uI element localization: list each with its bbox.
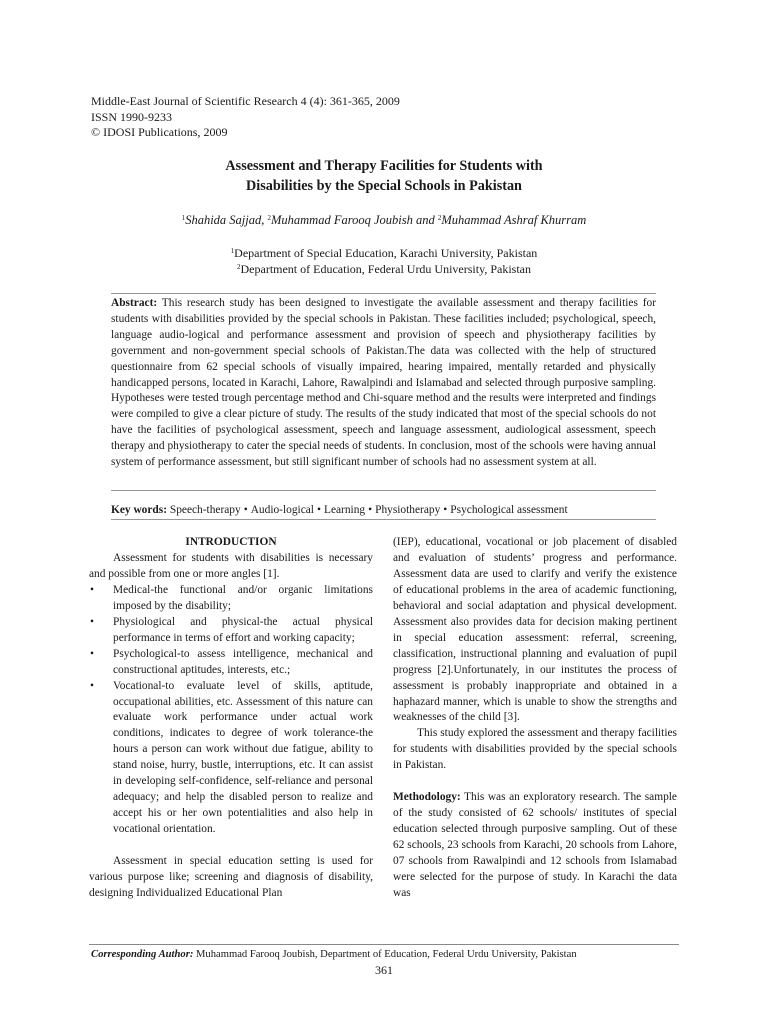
list-item: • Medical-the functional and/or organic limitations imposed by the disability; — [90, 583, 373, 612]
affiliation: $^2$Department of Education, Federal Urdu University, Pakistan — [237, 261, 531, 276]
list-item: • Physiological and physical-the actual physical performance in terms of effort and working capacity; — [90, 615, 373, 644]
page-number: 361 — [375, 963, 393, 977]
list-item: • Vocational-to evaluate level of skills, aptitude, occupational abilities, etc. Assessment of this nature can evaluate work performance under actual work conditions, indicates to degree of work tolerance-the hours a person can work without due fatigue, ability to stand noise, hurry, bustle, interruptions, etc. It can assist in developing self-confidence, self-reliance and personal adequacy; and help the disabled person to realize and accept his or her own potentialities and also help in vocational orientation. — [90, 679, 373, 836]
body-paragraph: Assessment for students with disabilities is necessary and possible from one or more angles [1]. — [89, 551, 373, 580]
keyword: Psychological assessment — [450, 504, 568, 516]
keyword-separator: • — [243, 504, 248, 516]
journal-publisher: © IDOSI Publications, 2009 — [91, 125, 228, 139]
methodology-text: This was an exploratory research. The sample of the study consisted of 62 schools/ institutes of special education selected through purposive sampling. Out of these 62 schools, 23 schools from Karachi, 20 schools from Lahore, 07 schools from Rawalpindi and 12 schools from Islamabad were selected for the purpose of study. In Karachi the data was — [393, 791, 677, 900]
corresponding-author-text: Muhammad Farooq Joubish, Department of Education, Federal Urdu University, Pakistan — [196, 949, 577, 960]
bullet-list — [89, 583, 373, 838]
keywords — [111, 503, 656, 518]
author-list — [100, 212, 668, 228]
bullet-icon: • — [90, 679, 94, 692]
author: $^2$Muhammad Farooq Joubish and — [267, 213, 435, 227]
body-paragraph: Assessment in special education setting is used for various purpose like; screening and diagnosis of disability, designing Individualized Educational Plan — [89, 855, 373, 900]
keywords-label: Key words: — [111, 504, 167, 516]
keyword: Physiotherapy — [375, 504, 441, 516]
keyword-separator: • — [368, 504, 373, 516]
bullet-icon: • — [90, 647, 94, 660]
section-heading-introduction: INTRODUCTION — [185, 536, 277, 548]
bullet-icon: • — [90, 583, 94, 596]
corresponding-author-label: Corresponding Author: — [91, 949, 194, 960]
abstract-bottom-rule — [111, 490, 656, 491]
keyword: Audio-logical — [250, 504, 314, 516]
affiliation: $^1$Department of Special Education, Karachi University, Pakistan — [230, 246, 538, 260]
keyword: Speech-therapy — [169, 504, 241, 516]
abstract — [111, 296, 656, 471]
author: $^1$Shahida Sajjad, — [181, 213, 265, 227]
bullet-icon: • — [90, 615, 94, 628]
keyword-separator: • — [443, 504, 448, 516]
corresponding-author — [91, 948, 577, 962]
footnote-rule — [89, 944, 679, 945]
abstract-label: Abstract: — [111, 297, 158, 309]
keyword: Learning — [323, 504, 366, 516]
paper-title — [100, 157, 668, 196]
abstract-top-rule — [111, 293, 656, 294]
author: $^2$Muhammad Ashraf Khurram — [437, 213, 587, 227]
left-column — [89, 535, 373, 902]
title-line-2: Disabilities by the Special Schools in Pakistan — [246, 177, 522, 194]
journal-citation: Middle-East Journal of Scientific Research 4 (4): 361-365, 2009 — [91, 94, 400, 108]
list-item: • Psychological-to assess intelligence, mechanical and constructional aptitudes, interests, etc.; — [90, 647, 373, 676]
methodology-paragraph — [393, 790, 677, 902]
journal-issn: ISSN 1990-9233 — [91, 109, 173, 124]
affiliation-list — [100, 246, 668, 277]
body-paragraph: This study explored the assessment and therapy facilities for students with disabilities provided by the special schools in Pakistan. — [393, 727, 677, 772]
keywords-bottom-rule — [111, 519, 656, 520]
methodology-label: Methodology: — [393, 791, 461, 804]
journal-header — [91, 94, 400, 141]
abstract-text: This research study has been designed to investigate the available assessment and therapy facilities for students with disabilities provided by the special schools in Pakistan. These facilities included; psychological, speech, language audio-logical and performance assessment and provision of speech and physiotherapy facilities by government and non-government special schools of Pakistan.The data was collected with the help of structured questionnaire from 62 special schools of visually impaired, hearing impaired, mentally retarded and physically handicapped persons, located in Karachi, Lahore, Rawalpindi and Islamabad and selected through purposive sampling. Hypotheses were tested trough percentage method and Chi-square method and the results were interpreted and findings were compiled to give a clear picture of study. The results of the study indicated that most of the special schools do not have the facilities of psychological assessment, speech and language assessment, audiological assessment, speech therapy and physiotherapy to cater the special needs of students. In conclusion, most of the schools were having annual system of performance assessment, but still significant number of schools had no assessment system at all. — [111, 297, 656, 469]
title-line-1: Assessment and Therapy Facilities for Students with — [225, 158, 543, 174]
body-paragraph: (IEP), educational, vocational or job placement of disabled and evaluation of students’ progress and performance. Assessment data are used to clarify and verify the existence of educational problems in the area of academic functioning, behavioral and social adaptation and physical development. Assessment also provides data for decision making pertinent in special education assessment: referral, screening, classification, instructional planning and evaluation of pupil progress [2].Unfortunately, in our institutes the process of assessment is probably inappropriate and obtained in a haphazard manner, which is unable to show the strengths and weaknesses of the child [3]. — [393, 536, 677, 724]
right-column — [393, 535, 677, 902]
keyword-separator: • — [316, 504, 321, 516]
